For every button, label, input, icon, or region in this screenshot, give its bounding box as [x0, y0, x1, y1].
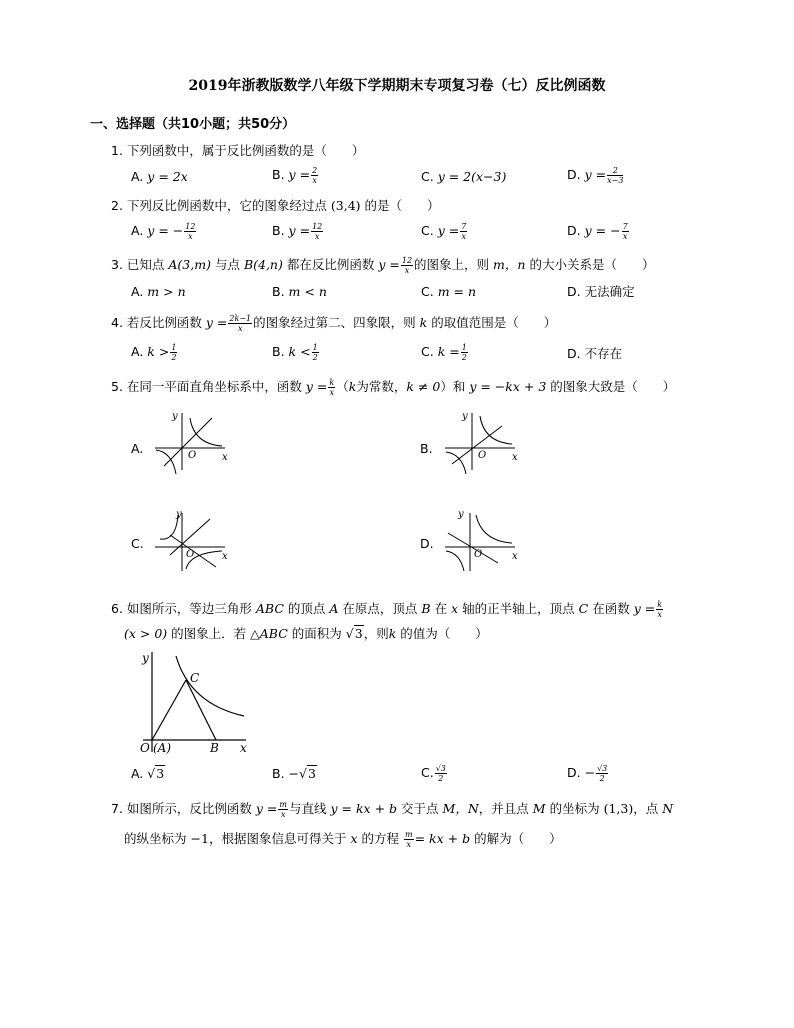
page-title: 2019年浙教版数学八年级下学期期末专项复习卷（七）反比例函数 — [188, 78, 606, 94]
q5-option-c[interactable]: C. — [131, 536, 144, 551]
q1-stem: 1. 下列函数中，属于反比例函数的是（ ） — [111, 143, 365, 158]
y-axis-label: y — [458, 509, 464, 520]
hyperbola-curve — [176, 656, 244, 716]
q6-stem-line2: (x > 0) 的图象上．若 △ABC 的面积为 √3，则k 的值为（ ） — [124, 626, 488, 641]
side-ac — [152, 680, 186, 740]
q2-option-d[interactable]: D. y = − $\frac{7}{x}$ — [567, 222, 628, 241]
x-axis-label: x — [512, 452, 518, 463]
q6-option-b[interactable]: B. −√3 — [272, 766, 316, 781]
q7-stem-line1: 7. 如图所示，反比例函数 y = $\frac{m}{x}$ 与直线 y = kx + b 交于点 M，N，并且点 M 的坐标为 (1,3)，点 N — [111, 800, 674, 819]
y-axis-label: y — [462, 411, 468, 422]
y-axis-label: y — [142, 651, 149, 665]
x-axis-label: x — [512, 551, 518, 562]
x-axis-label: x — [222, 452, 228, 463]
q5-graph-c[interactable] — [150, 505, 240, 573]
origin-label: O — [188, 450, 197, 461]
q5-graph-d[interactable] — [440, 505, 530, 573]
q5-option-d[interactable]: D. — [420, 536, 434, 551]
origin-label: O — [140, 741, 150, 755]
vertex-c-label: C — [190, 671, 200, 685]
q5-option-a[interactable]: A. — [131, 441, 144, 456]
q5-graph-b[interactable] — [440, 408, 530, 476]
q1-option-a[interactable]: A. y = 2x — [131, 169, 188, 184]
q4-option-a[interactable]: A. k > $\frac{1}{2}$ — [131, 343, 177, 362]
q2-option-b[interactable]: B. y = $\frac{12}{x}$ — [272, 222, 323, 241]
q7-stem-line2: 的纵坐标为 −1，根据图象信息可得关于 x 的方程 $\frac{m}{x}$ = kx + b 的解为（ ） — [124, 830, 562, 849]
hyperbola-branch-1 — [190, 418, 222, 446]
q4-option-d[interactable]: D. 不存在 — [567, 346, 623, 361]
vertex-a-label: (A) — [153, 741, 172, 755]
side-bc — [186, 680, 216, 740]
q6-stem-line1: 6. 如图所示，等边三角形 ABC 的顶点 A 在原点，顶点 B 在 x 轴的正半轴上，顶点 C 在函数 y = $\frac{k}{x}$ — [111, 600, 663, 619]
q1-option-b[interactable]: B. y = $\frac{2}{x}$ — [272, 166, 318, 185]
q1-option-c[interactable]: C. y = 2(x−3) — [421, 169, 507, 184]
q5-option-b[interactable]: B. — [420, 441, 433, 456]
q2-option-a[interactable]: A. y = − $\frac{12}{x}$ — [131, 222, 196, 241]
origin-label: O — [478, 450, 487, 461]
vertex-b-label: B — [210, 741, 219, 755]
x-axis-label: x — [222, 551, 228, 562]
q3-option-b[interactable]: B. m < n — [272, 284, 327, 299]
q5-stem: 5. 在同一平面直角坐标系中，函数 y = $\frac{k}{x}$ （k为常数，k ≠ 0）和 y = −kx + 3 的图象大致是（ ） — [111, 378, 676, 397]
q3-stem: 3. 已知点 A(3,m) 与点 B(4,n) 都在反比例函数 y = $\frac{12}{x}$ 的图象上，则 m，n 的大小关系是（ ） — [111, 256, 655, 275]
q3-option-d[interactable]: D. 无法确定 — [567, 284, 635, 299]
origin-label: O — [474, 549, 483, 560]
origin-label: O — [186, 549, 195, 560]
q4-option-c[interactable]: C. k = $\frac{1}{2}$ — [421, 343, 467, 362]
section-heading: 一、选择题（共10小题；共50分） — [90, 117, 296, 132]
q6-option-c[interactable]: C. $\frac{√3}{2}$ — [421, 764, 446, 783]
q2-stem: 2. 下列反比例函数中，它的图象经过点 (3,4) 的是（ ） — [111, 198, 440, 213]
x-axis-label: x — [240, 741, 247, 755]
q3-option-a[interactable]: A. m > n — [131, 284, 186, 299]
q4-stem: 4. 若反比例函数 y = $\frac{2k-1}{x}$ 的图象经过第二、四象限，则 k 的取值范围是（ ） — [111, 314, 557, 333]
q1-option-d[interactable]: D. y = $\frac{2}{x-3}$ — [567, 166, 624, 185]
q5-graph-a[interactable] — [150, 408, 240, 476]
hyperbola-branch-2 — [156, 450, 176, 474]
q6-option-a[interactable]: A. √3 — [131, 766, 165, 781]
q3-option-c[interactable]: C. m = n — [421, 284, 477, 299]
q6-option-d[interactable]: D. − $\frac{√3}{2}$ — [567, 764, 608, 783]
y-axis-label: y — [176, 509, 182, 520]
y-axis-label: y — [172, 411, 178, 422]
q2-option-c[interactable]: C. y = $\frac{7}{x}$ — [421, 222, 467, 241]
q4-option-b[interactable]: B. k < $\frac{1}{2}$ — [272, 343, 318, 362]
q6-figure — [138, 648, 258, 758]
